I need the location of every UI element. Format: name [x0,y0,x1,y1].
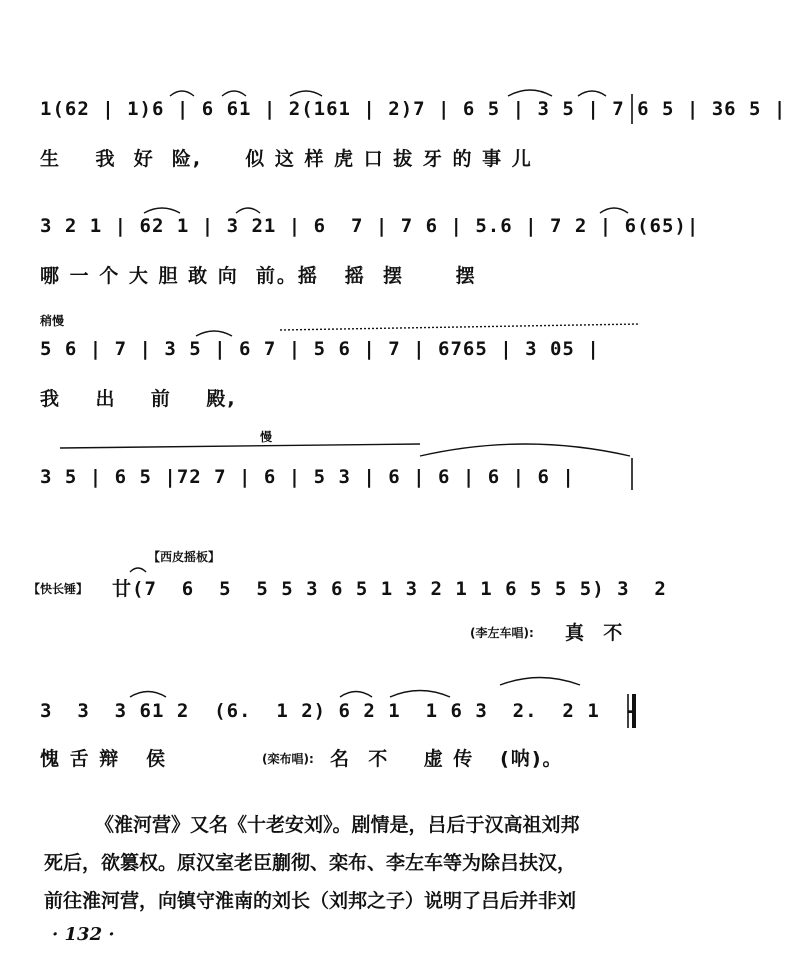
prose-paragraph [95,806,655,844]
score-row-3-notes: 5 6 | 7 | 3 5 | 6 7 | 5 6 | 7 | 6765 | 3 05 | [40,338,600,360]
singer-li-zuoche: (李左车唱): [470,626,534,640]
score-row-2-notes: 3 2 1 | 62 1 | 3 21 | 6 7 | 7 6 | 5.6 | 7 2 | 6(65)| [40,215,700,237]
prefix-label: 【快长锤】 [28,582,89,596]
tempo-mark-slow: 慢 [260,430,273,444]
prose-line-1: 《淮河营》又名《十老安刘》。剧情是，吕后于汉高祖刘邦 [95,814,580,836]
page-number: · 132 · [52,924,115,945]
score-row-4-notes: 3 5 | 6 5 |72 7 | 6 | 5 3 | 6 | 6 | 6 | 6 | [40,466,575,488]
score-row-5-lyrics: 真 不 [565,622,625,644]
score-row-6-lyrics: 愧 舌 辩 侯 [40,748,168,770]
score-row-1-lyrics: 生 我 好 险, 似 这 样 虎 口 拔 牙 的 事 儿 [40,148,533,170]
tempo-mark-slightly-slow: 稍慢 [40,314,65,328]
prose-paragraph-cont [44,844,664,920]
score-row-3-lyrics: 我 出 前 殿, [40,388,237,410]
score-row-2-lyrics: 哪 一 个 大 胆 敢 向 前。摇 摇 摆 摆 [40,265,477,287]
banshi-label: 【西皮摇板】 [148,550,221,564]
score-row-6-notes: 3 3 3 61 2 (6. 1 2) 6 2 1 1 6 3 2. 2 1 - [40,700,638,722]
score-row-5-notes: 廿(7 6 5 5 5 3 6 5 1 3 2 1 1 6 5 5 5) 3 2 [112,578,667,600]
score-row-1-notes: 1(62 | 1)6 | 6 61 | 2(161 | 2)7 | 6 5 | 3 5 | 7 6 5 | 36 5 | [40,98,786,120]
prose-line-2: 死后，欲篡权。原汉室老臣蒯彻、栾布、李左车等为除吕扶汉， [44,852,577,874]
singer-luan-bu: (栾布唱): [262,752,314,766]
score-row-6-lyrics-2: 名 不 虚 传 (呐)。 [330,748,564,770]
prose-line-3: 前往淮河营，向镇守淮南的刘长（刘邦之子）说明了吕后并非刘 [44,890,577,912]
